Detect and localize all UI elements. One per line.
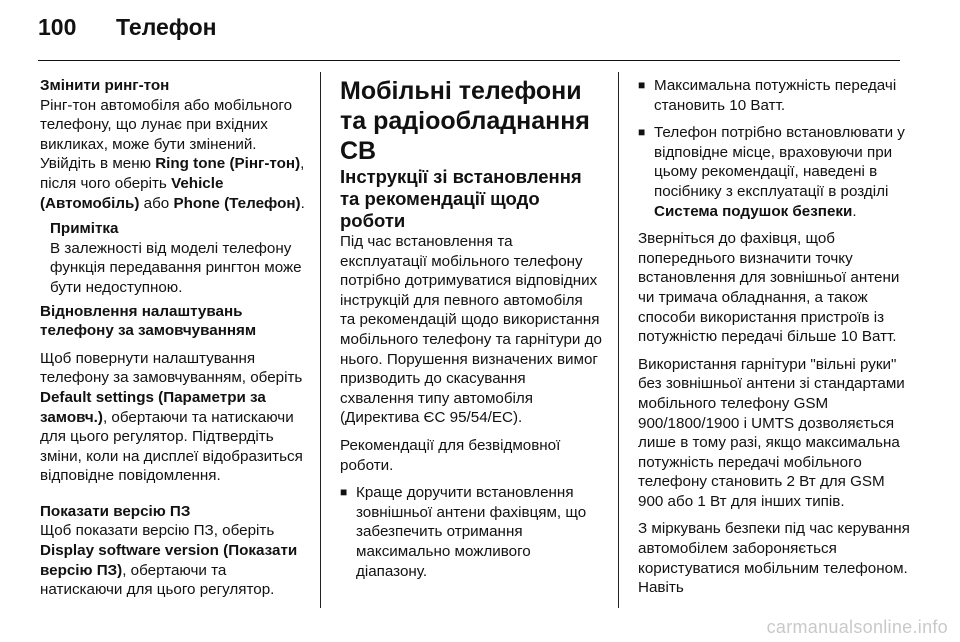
version-paragraph — [40, 521, 312, 599]
subsection-heading: Інструкції зі встановлення та рекомендації щодо роботи — [340, 166, 582, 231]
page-number: 100 — [38, 14, 77, 40]
reset-heading: Відновлення налаштувань телефону за замовчуванням — [40, 302, 257, 340]
reset-option-ref: Default settings (Параметри за замовч.) — [40, 388, 266, 426]
section-heading: Мобільні телефони та радіообладнання CB — [340, 77, 590, 165]
page-header — [38, 14, 217, 50]
list-item: ■ Краще доручити встановлення зовнішньої антени фахівцям, що забезпечить отримання максимально можливого діапазону. — [340, 483, 602, 581]
ringtone-phone-ref: Phone (Телефон) — [173, 194, 301, 212]
installation-paragraph: Під час встановлення та експлуатації мобільного телефону потрібно дотримуватися відповідних інструкцій для певного автомобіля та рекомендацій щодо використання мобільного телефону та гарнітури до нього. Порушення визначених вимог призводить до скасування схвалення типу автомобіля (Директива ЄС 95/54/EC). — [340, 233, 602, 427]
page-title: Телефон — [116, 14, 217, 40]
version-heading: Показати версію ПЗ — [40, 502, 191, 520]
reset-text-2: , обертаючи та натискаючи для цього регулятор. Підтвердіть зміни, коли на дисплеї відобразиться відповідне повідомлення. — [40, 408, 303, 485]
ringtone-heading: Змінити ринг-тон — [40, 77, 170, 94]
header-rule — [38, 60, 900, 61]
ringtone-vehicle-ref: Vehicle (Автомобіль) — [40, 174, 224, 212]
airbag-section-ref: Система подушок безпеки — [654, 202, 853, 220]
version-text-2: , обертаючи та натискаючи для цього регулятор. — [40, 561, 275, 599]
watermark: carmanualsonline.info — [766, 617, 948, 637]
column-middle — [340, 76, 602, 589]
version-text-1: Щоб показати версію ПЗ, оберіть — [40, 522, 275, 540]
ringtone-text-2: , після чого оберіть — [40, 155, 305, 192]
bullet-text: Телефон потрібно встановлювати у відповідне місце, враховуючи при цьому рекомендації, наведені в посібнику з експлуатації в розділі — [654, 124, 905, 200]
specialist-paragraph: Зверніться до фахівця, щоб попереднього визначити точку встановлення для зовнішньої антени чи тримача обладнання, а також способи використання пристроїв із потужністю передачі більше 10 Ватт. — [638, 230, 900, 346]
note-box — [50, 219, 312, 297]
column-divider-1 — [320, 72, 321, 608]
ringtone-text-1: Рінг-тон автомобіля або мобільного телефону, що лунає при вхідних викликах, може бути змінений. Увійдіть в меню — [40, 96, 293, 173]
list-item — [638, 123, 910, 221]
ringtone-text-3: або — [139, 194, 174, 212]
version-option-ref: Display software version (Показати версію ПЗ) — [40, 542, 298, 579]
column-right — [638, 76, 910, 598]
handsfree-paragraph: Використання гарнітури "вільні руки" без зовнішньої антени зі стандартами мобільного телефону GSM 900/1800/1900 і UMTS дозволяється лише в тому разі, якщо максимальна потужність передачі мобільного телефону становить 2 Вт для GSM 900 або 1 Вт для інших типів. — [638, 355, 905, 510]
safety-paragraph: З міркувань безпеки під час керування автомобілем забороняється користуватися мобільним телефоном. Навіть — [638, 520, 910, 597]
ringtone-text-4: . — [300, 194, 305, 212]
requirements-list — [638, 76, 910, 221]
recommendations-list — [340, 483, 602, 581]
column-divider-2 — [618, 72, 619, 608]
bullet-end: . — [852, 202, 857, 220]
recommendations-paragraph: Рекомендації для безвідмовної роботи. — [340, 436, 561, 474]
column-left — [40, 76, 312, 600]
note-text: В залежності від моделі телефону функція передавання рингтон може бути недоступною. — [50, 239, 302, 296]
ringtone-menu-ref: Ring tone (Рінг-тон) — [155, 155, 301, 173]
list-item: ■ Максимальна потужність передачі становить 10 Ватт. — [638, 76, 910, 115]
reset-paragraph — [40, 349, 312, 486]
ringtone-paragraph — [40, 96, 312, 214]
note-label: Примітка — [50, 220, 119, 238]
reset-text-1: Щоб повернути налаштування телефону за замовчуванням, оберіть — [40, 349, 303, 387]
